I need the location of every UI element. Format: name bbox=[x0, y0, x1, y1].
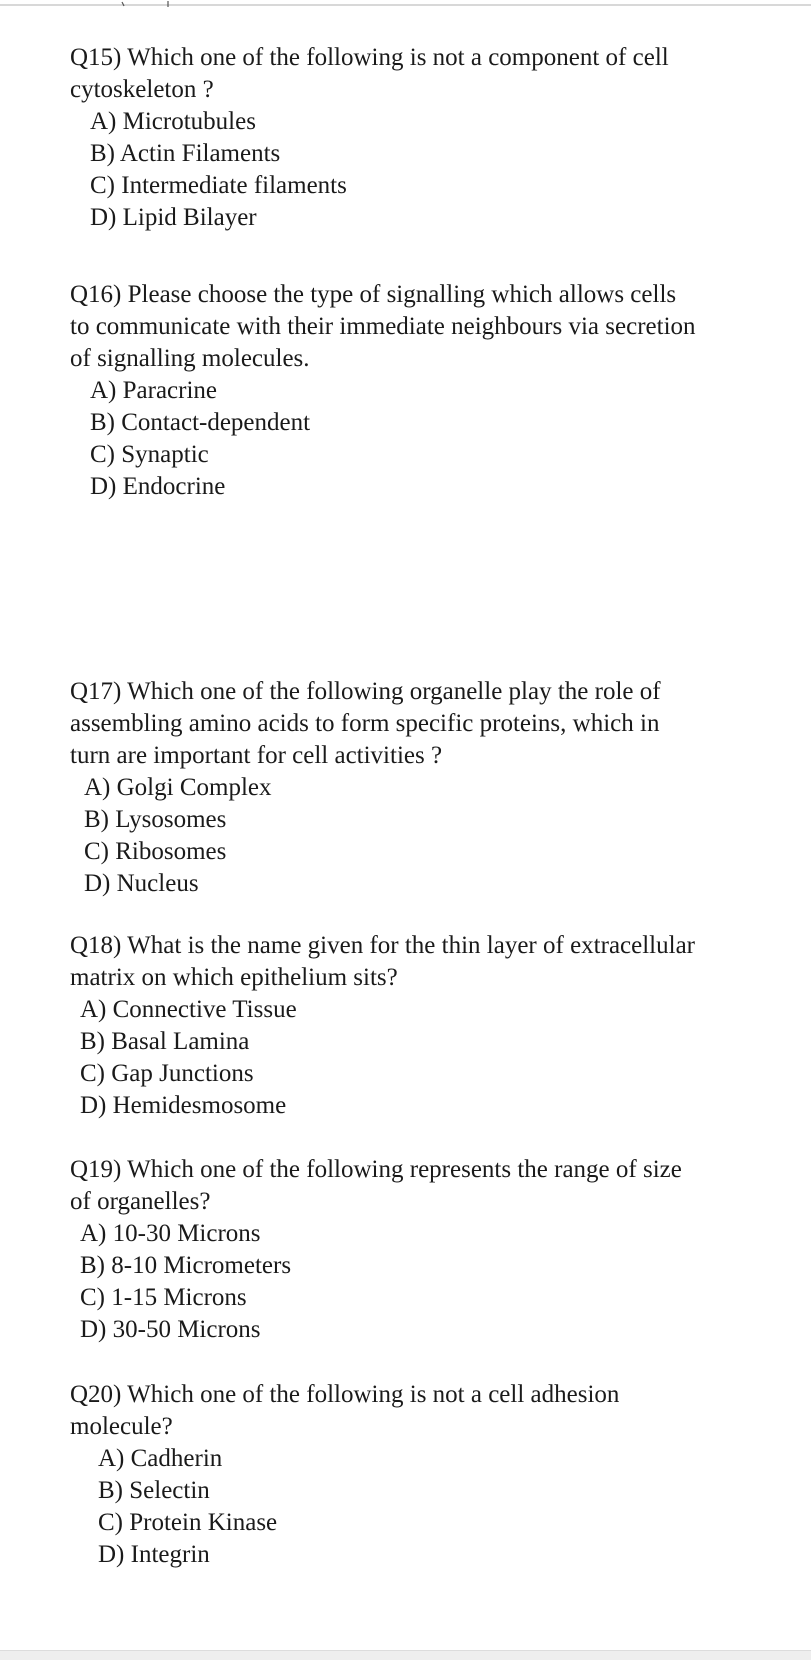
option-c: C) Intermediate filaments bbox=[90, 172, 347, 199]
stem-line: Q16) Please choose the type of signalling which allows cells bbox=[70, 281, 677, 308]
question-stem bbox=[70, 1379, 619, 1443]
option-d: D) Lipid Bilayer bbox=[90, 204, 257, 231]
question-stem bbox=[70, 930, 695, 994]
option-d: D) Hemidesmosome bbox=[80, 1092, 287, 1119]
stem-line: of organelles? bbox=[70, 1188, 211, 1215]
option-c: C) Gap Junctions bbox=[80, 1060, 254, 1087]
option-b: B) Lysosomes bbox=[84, 806, 227, 833]
stem-line: of signalling molecules. bbox=[70, 345, 310, 372]
option-c: C) Ribosomes bbox=[84, 838, 227, 865]
stem-line: matrix on which epithelium sits? bbox=[70, 964, 398, 991]
option-b: B) 8-10 Micrometers bbox=[80, 1252, 292, 1279]
answer-options bbox=[70, 1443, 619, 1571]
option-d: D) Integrin bbox=[98, 1541, 210, 1568]
stem-line: Q20) Which one of the following is not a cell adhesion bbox=[70, 1381, 620, 1408]
answer-options bbox=[70, 1218, 682, 1346]
stem-line: assembling amino acids to form specific proteins, which in bbox=[70, 710, 660, 737]
option-c: C) 1-15 Microns bbox=[80, 1284, 247, 1311]
question-17 bbox=[70, 676, 661, 900]
question-stem bbox=[70, 279, 696, 375]
option-a: A) Connective Tissue bbox=[80, 996, 297, 1023]
stem-line: turn are important for cell activities ? bbox=[70, 742, 443, 769]
option-b: B) Actin Filaments bbox=[90, 140, 281, 167]
stem-line: Q19) Which one of the following represents the range of size bbox=[70, 1156, 682, 1183]
option-d: D) 30-50 Microns bbox=[80, 1316, 261, 1343]
option-c: C) Protein Kinase bbox=[98, 1509, 278, 1536]
question-stem bbox=[70, 1154, 682, 1218]
option-a: A) Cadherin bbox=[98, 1445, 223, 1472]
question-stem bbox=[70, 676, 661, 772]
option-a: A) Microtubules bbox=[90, 108, 256, 135]
answer-options bbox=[70, 772, 661, 900]
stem-line: Q17) Which one of the following organelle play the role of bbox=[70, 678, 661, 705]
question-16 bbox=[70, 279, 696, 503]
option-b: B) Contact-dependent bbox=[90, 409, 311, 436]
stem-line: molecule? bbox=[70, 1413, 173, 1440]
stem-line: Q18) What is the name given for the thin layer of extracellular bbox=[70, 932, 695, 959]
stem-line: to communicate with their immediate neighbours via secretion bbox=[70, 313, 696, 340]
top-cut-off-text-marks bbox=[110, 0, 190, 8]
question-19 bbox=[70, 1154, 682, 1346]
question-18 bbox=[70, 930, 695, 1122]
option-a: A) Paracrine bbox=[90, 377, 218, 404]
option-c: C) Synaptic bbox=[90, 441, 209, 468]
option-a: A) 10-30 Microns bbox=[80, 1220, 261, 1247]
option-d: D) Endocrine bbox=[90, 473, 226, 500]
answer-options bbox=[70, 994, 695, 1122]
option-d: D) Nucleus bbox=[84, 870, 199, 897]
option-b: B) Basal Lamina bbox=[80, 1028, 250, 1055]
answer-options bbox=[70, 375, 696, 503]
question-20 bbox=[70, 1379, 619, 1571]
stem-line: cytoskeleton ? bbox=[70, 76, 214, 103]
question-stem bbox=[70, 42, 669, 106]
option-b: B) Selectin bbox=[98, 1477, 210, 1504]
answer-options bbox=[70, 106, 669, 234]
option-a: A) Golgi Complex bbox=[84, 774, 272, 801]
stem-line: Q15) Which one of the following is not a component of cell bbox=[70, 44, 669, 71]
question-15 bbox=[70, 42, 669, 234]
